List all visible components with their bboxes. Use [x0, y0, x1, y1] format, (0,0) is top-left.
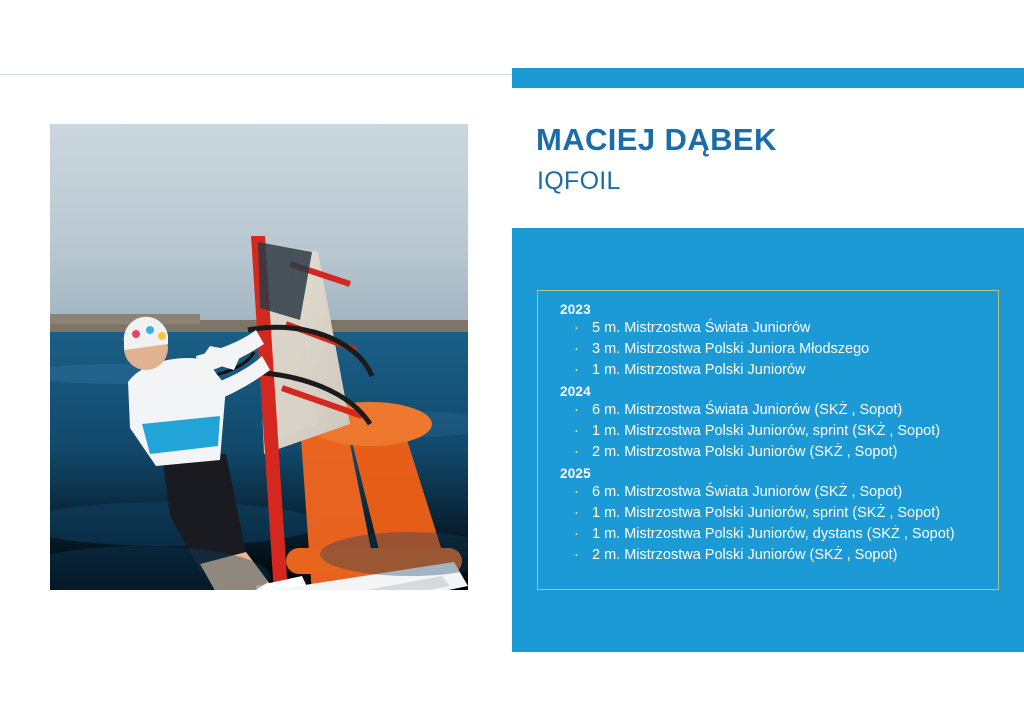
list-item: [550, 318, 986, 339]
windsurfing-photo-illustration: [50, 124, 468, 590]
bullet-glyph: ·: [574, 362, 579, 378]
athlete-name: MACIEJ DĄBEK: [536, 122, 777, 157]
results-list-2023: [550, 318, 986, 381]
list-item-label: 2 m. Mistrzostwa Polski Juniorów (SKŻ , Sopot): [592, 444, 898, 460]
list-item: [550, 545, 986, 566]
bullet-glyph: ·: [574, 444, 579, 460]
bullet-glyph: ·: [574, 505, 579, 521]
divider-line: [0, 74, 512, 75]
results-list-2025: [550, 482, 986, 566]
list-item-label: 1 m. Mistrzostwa Polski Juniorów, sprint (SKŻ , Sopot): [592, 423, 941, 439]
bullet-glyph: ·: [574, 526, 579, 542]
list-item-label: 1 m. Mistrzostwa Polski Juniorów, dystans (SKŻ , Sopot): [592, 526, 955, 542]
athlete-photo: [50, 124, 468, 590]
results-box: [537, 290, 999, 590]
top-accent-bar: [512, 68, 1024, 88]
list-item: [550, 400, 986, 421]
list-item: [550, 360, 986, 381]
list-item-label: 6 m. Mistrzostwa Świata Juniorów (SKŻ , Sopot): [592, 402, 903, 418]
results-year-heading: 2025: [560, 466, 591, 481]
athlete-discipline: IQFOIL: [537, 167, 621, 195]
list-item-label: 1 m. Mistrzostwa Polski Juniorów: [592, 362, 806, 378]
bullet-glyph: ·: [574, 484, 579, 500]
bullet-glyph: ·: [574, 341, 579, 357]
list-item-label: 5 m. Mistrzostwa Świata Juniorów: [592, 320, 811, 336]
results-list-2024: [550, 400, 986, 463]
results-year-heading: 2024: [560, 384, 591, 399]
list-item: [550, 482, 986, 503]
bullet-glyph: ·: [574, 423, 579, 439]
list-item-label: 1 m. Mistrzostwa Polski Juniorów, sprint (SKŻ , Sopot): [592, 505, 941, 521]
list-item: [550, 421, 986, 442]
bullet-glyph: ·: [574, 402, 579, 418]
list-item-label: 2 m. Mistrzostwa Polski Juniorów (SKŻ , Sopot): [592, 547, 898, 563]
list-item-label: 6 m. Mistrzostwa Świata Juniorów (SKŻ , Sopot): [592, 484, 903, 500]
list-item: [550, 339, 986, 360]
list-item-label: 3 m. Mistrzostwa Polski Juniora Młodszego: [592, 341, 870, 357]
list-item: [550, 442, 986, 463]
bullet-glyph: ·: [574, 547, 579, 563]
list-item: [550, 503, 986, 524]
results-year-heading: 2023: [560, 302, 591, 317]
list-item: [550, 524, 986, 545]
bullet-glyph: ·: [574, 320, 579, 336]
